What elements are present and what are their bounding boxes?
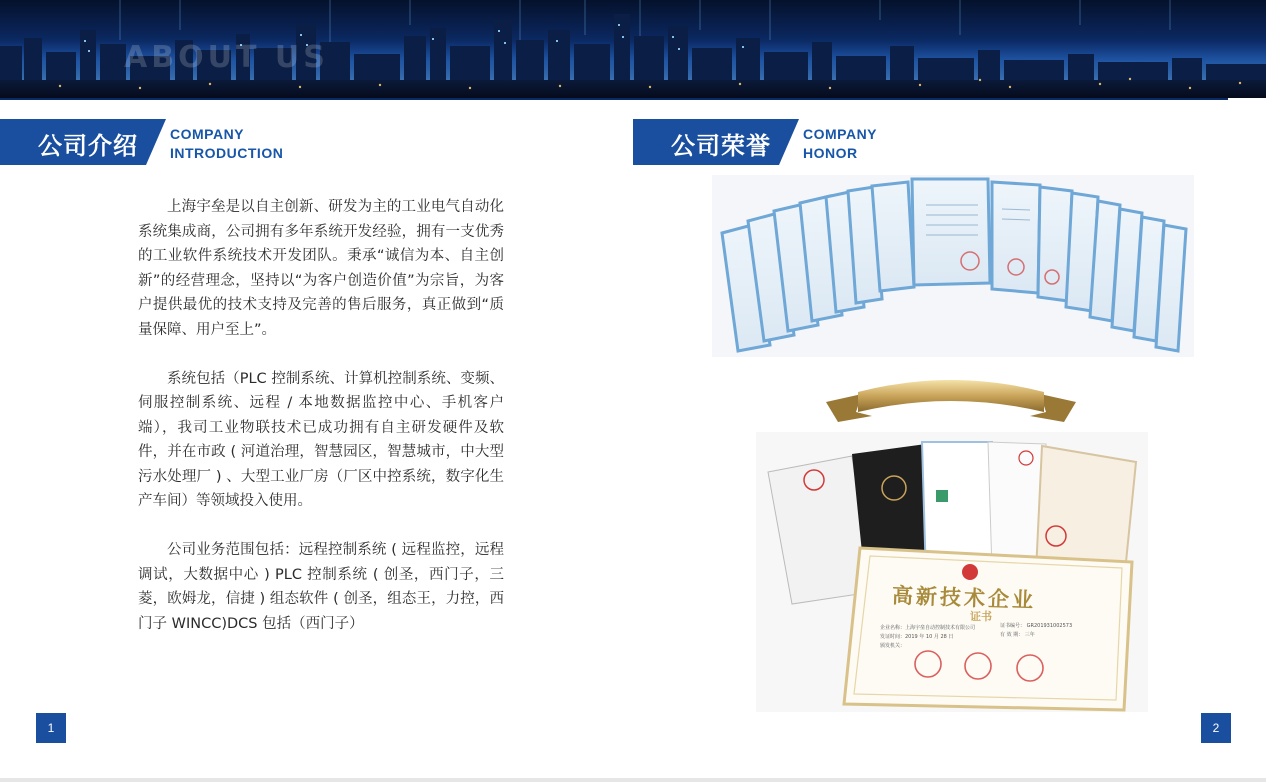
heading-cn: 公司介绍 (38, 132, 138, 160)
banner-divider (0, 98, 1228, 100)
page-number-left: 1 (36, 713, 66, 743)
certificate-number (1000, 622, 1072, 640)
certificate-line: 颁发机关： (880, 643, 906, 649)
intro-body (138, 195, 504, 661)
certificate-subtitle: 证书 (970, 610, 992, 623)
certificate-number-row (1000, 622, 1072, 631)
heading-en-line1: COMPANY (170, 126, 245, 142)
banner-watermark: ABOUT US (124, 40, 329, 75)
certificate-title-text: 高新技术企业 (891, 582, 1037, 613)
heading-cn: 公司荣誉 (671, 132, 771, 160)
footer-strip (0, 778, 1266, 782)
certificate-line: 发证时间：2019 年 10 月 28 日 (880, 634, 954, 640)
honor-certificates-image (756, 432, 1148, 712)
certificate-number-label: 证书编号： (1000, 623, 1026, 629)
certificate-title (892, 579, 1037, 614)
heading-en-line2: INTRODUCTION (170, 145, 284, 161)
certificate-stack-graphic (756, 432, 1148, 712)
section-heading-introduction (0, 119, 300, 165)
heading-en-line1: COMPANY (803, 126, 878, 142)
section-heading-honor (633, 119, 933, 165)
intro-paragraph-1: 上海宇垒是以自主创新、研发为主的工业电气自动化系统集成商，公司拥有多年系统开发经验，拥有一支优秀的工业软件系统技术开发团队。秉承“诚信为本、自主创新”的经营理念，坚持以“为客户创造价值”为宗旨，为客户提供最优的技术支持及完善的售后服务，真正做到“质量保障、用户至上”。 (138, 199, 504, 338)
certificate-valid-value: 三年 (1024, 632, 1035, 638)
certificate-valid-label: 有 效 期： (1000, 632, 1024, 638)
intro-paragraph-3: 公司业务范围包括：远程控制系统 ( 远程监控，远程调试，大数据中心 ) PLC 控制系统 ( 创圣，西门子，三菱，欧姆龙，信捷 ) 组态软件 ( 创圣，组态王，力控，西门子 WINCC)DCS 包括（西门子） (138, 542, 504, 632)
certificate-number-value: GR201931002573 (1026, 623, 1073, 629)
certificate-details (880, 624, 975, 651)
page-number-right: 2 (1201, 713, 1231, 743)
city-night-banner (0, 0, 1266, 98)
heading-en-line2: HONOR (803, 145, 858, 161)
gold-ribbon-decoration (822, 372, 1080, 426)
heading-en (170, 125, 283, 163)
certificate-line: 企业名称：上海宇垒自动控制技术有限公司 (880, 625, 976, 631)
certificate-valid-row (1000, 631, 1072, 640)
software-copyright-certificates-image (712, 175, 1194, 357)
heading-en (803, 125, 877, 163)
intro-paragraph-2: 系统包括（PLC 控制系统、计算机控制系统、变频、伺服控制系统、远程 / 本地数据监控中心、手机客户端），我司工业物联技术已成功拥有自主研发硬件及软件，并在市政 ( 河道治理，智慧园区，智慧城市，中大型污水处理厂 ) 、大型工业厂房（厂区中控系统，数字化生产车间）等领域投入使用。 (138, 370, 504, 509)
